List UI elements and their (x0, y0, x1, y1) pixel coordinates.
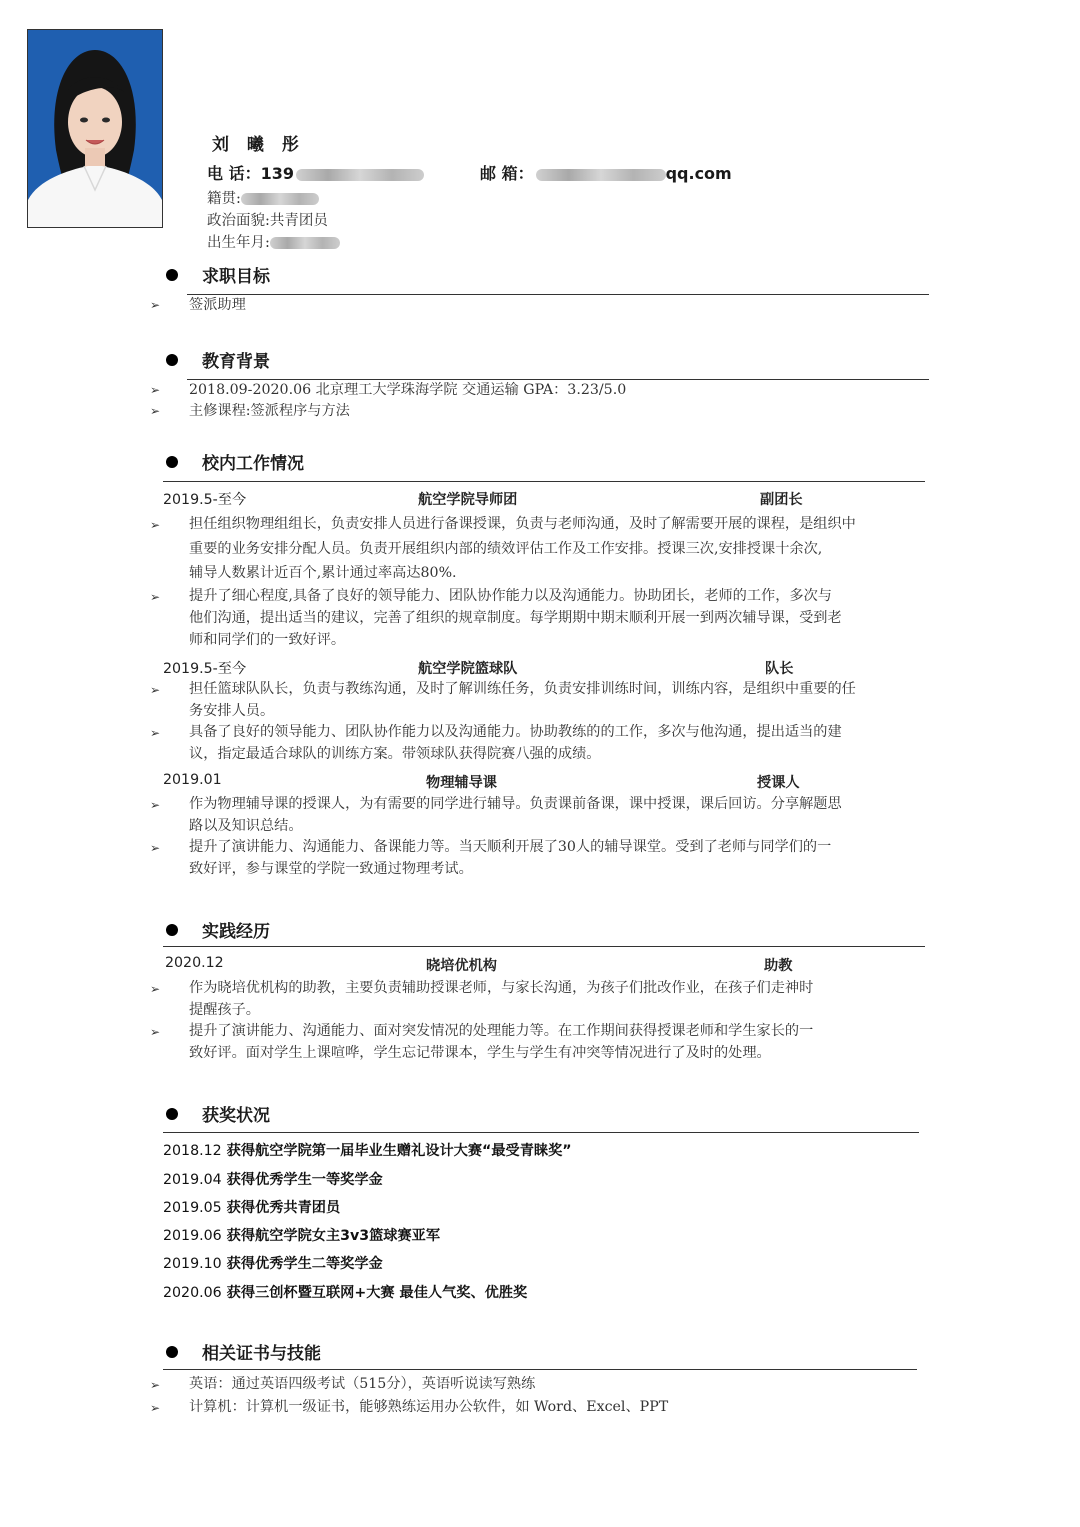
section-divider (163, 481, 925, 482)
award-text: 获得航空学院女主3v3篮球赛亚军 (226, 1228, 441, 1244)
bullet-line: 具备了良好的领导能力、团队协作能力以及沟通能力。协助教练的的工作，多次与他沟通，提出适当的建 (189, 724, 842, 740)
award-date: 2020.06 (163, 1285, 222, 1301)
candidate-name: 刘 曦 彤 (212, 135, 305, 155)
award-text: 获得航空学院第一届毕业生赠礼设计大赛“最受青睐奖” (226, 1143, 572, 1159)
political-status (207, 209, 328, 230)
award-text: 获得优秀学生二等奖学金 (226, 1256, 383, 1272)
arrow-bullet-icon: ➢ (150, 798, 161, 812)
award-item (163, 1282, 527, 1302)
bullet-line: 他们沟通，提出适当的建议，完善了组织的规章制度。每学期期中期末顺利开展一到两次辅导课，受到老 (189, 610, 842, 626)
arrow-bullet-icon: ➢ (150, 404, 161, 418)
education-item: 2018.09-2020.06 北京理工大学珠海学院 交通运输 GPA：3.23/5.0 (189, 382, 627, 398)
section-title-text: 获奖状况 (202, 1106, 270, 1126)
political-value: 共青团员 (269, 213, 328, 229)
native-redacted-blur (241, 193, 319, 205)
award-date: 2019.05 (163, 1200, 222, 1216)
bullet-line: 师和同学们的一致好评。 (189, 632, 346, 648)
section-title-text: 实践经历 (202, 922, 270, 942)
award-text: 获得优秀学生一等奖学金 (226, 1172, 383, 1188)
arrow-bullet-icon: ➢ (150, 1401, 161, 1415)
phone-label: 电 话： (207, 164, 261, 183)
arrow-bullet-icon: ➢ (150, 298, 161, 312)
award-date: 2019.10 (163, 1256, 222, 1272)
entry-role: 队长 (765, 661, 794, 677)
award-date: 2018.12 (163, 1143, 222, 1159)
bullet-line: 担任篮球队队长，负责与教练沟通，及时了解训练任务，负责安排训练时间，训练内容，是组织中重要的任 (189, 681, 856, 697)
award-date: 2019.04 (163, 1172, 222, 1188)
award-text: 获得三创杯暨互联网+大赛 最佳人气奖、优胜奖 (226, 1285, 528, 1301)
section-objective-title (166, 262, 270, 287)
arrow-bullet-icon: ➢ (150, 982, 161, 996)
arrow-bullet-icon: ➢ (150, 841, 161, 855)
award-item (163, 1225, 440, 1245)
section-dot-icon (166, 1108, 178, 1120)
section-dot-icon (166, 354, 178, 366)
section-awards-title (166, 1101, 270, 1126)
award-date: 2019.06 (163, 1228, 222, 1244)
bullet-line: 提升了细心程度,具备了良好的领导能力、团队协作能力以及沟通能力。协助团长，老师的工作，多次与 (189, 588, 832, 604)
phone-prefix: 139 (260, 164, 294, 183)
entry-org: 物理辅导课 (426, 775, 497, 791)
entry-date: 2019.5-至今 (163, 661, 247, 677)
arrow-bullet-icon: ➢ (150, 518, 161, 532)
section-skills-title (166, 1339, 321, 1364)
section-practice-title (166, 917, 270, 942)
bullet-line: 议，指定最适合球队的训练方案。带领球队获得院赛八强的成绩。 (189, 746, 601, 762)
arrow-bullet-icon: ➢ (150, 1378, 161, 1392)
section-dot-icon (166, 924, 178, 936)
bullet-line: 提升了演讲能力、沟通能力、备课能力等。当天顺利开展了30人的辅导课堂。受到了老师与同学们的一 (189, 839, 832, 855)
email-label: 邮 箱： (480, 164, 534, 183)
phone-redacted-blur (296, 169, 424, 181)
bullet-line: 务安排人员。 (189, 703, 275, 719)
entry-date: 2019.01 (163, 772, 222, 788)
section-title-text: 求职目标 (202, 267, 270, 287)
award-item (163, 1169, 383, 1189)
arrow-bullet-icon: ➢ (150, 683, 161, 697)
education-item: 主修课程:签派程序与方法 (189, 403, 350, 419)
bullet-line: 担任组织物理组组长，负责安排人员进行备课授课，负责与老师沟通，及时了解需要开展的课程，是组织中 (189, 516, 856, 532)
skill-item: 计算机：计算机一级证书，能够熟练运用办公软件，如 Word、Excel、PPT (189, 1399, 669, 1415)
entry-org: 晓培优机构 (426, 958, 497, 974)
profile-photo (27, 29, 163, 228)
political-label: 政治面貌: (207, 213, 270, 229)
native-place (207, 187, 319, 208)
arrow-bullet-icon: ➢ (150, 1025, 161, 1039)
award-item (163, 1140, 572, 1160)
award-item (163, 1253, 383, 1273)
email-line (480, 161, 732, 184)
arrow-bullet-icon: ➢ (150, 726, 161, 740)
award-text: 获得优秀共青团员 (226, 1200, 341, 1216)
section-dot-icon (166, 456, 178, 468)
award-item (163, 1197, 340, 1217)
entry-org: 航空学院篮球队 (418, 661, 518, 677)
section-dot-icon (166, 1346, 178, 1358)
section-divider (187, 294, 929, 295)
section-title-text: 相关证书与技能 (202, 1344, 321, 1364)
section-title-text: 校内工作情况 (202, 454, 304, 474)
bullet-line: 致好评，参与课堂的学院一致通过物理考试。 (189, 861, 473, 877)
bullet-line: 作为晓培优机构的助教，主要负责辅助授课老师，与家长沟通，为孩子们批改作业，在孩子们走神时 (189, 980, 814, 996)
phone-line (207, 161, 424, 184)
entry-org: 航空学院导师团 (418, 492, 518, 508)
email-suffix: qq.com (665, 164, 732, 183)
birth-label: 出生年月: (207, 235, 270, 251)
arrow-bullet-icon: ➢ (150, 590, 161, 604)
bullet-line: 提醒孩子。 (189, 1002, 260, 1018)
bullet-line: 重要的业务安排分配人员。负责开展组织内部的绩效评估工作及工作安排。授课三次,安排授课十余次, (189, 541, 823, 557)
entry-role: 授课人 (757, 775, 800, 791)
bullet-line: 辅导人数累计近百个,累计通过率高达80%. (189, 565, 457, 581)
bullet-line: 致好评。面对学生上课喧哗，学生忘记带课本，学生与学生有冲突等情况进行了及时的处理。 (189, 1045, 771, 1061)
section-title-text: 教育背景 (202, 352, 270, 372)
section-dot-icon (166, 269, 178, 281)
native-label: 籍贯: (207, 191, 241, 207)
entry-date: 2020.12 (165, 955, 224, 971)
bullet-line: 作为物理辅导课的授课人，为有需要的同学进行辅导。负责课前备课，课中授课，课后回访。分享解题思 (189, 796, 842, 812)
section-education-title (166, 347, 270, 372)
section-divider (163, 946, 925, 947)
bullet-line: 提升了演讲能力、沟通能力、面对突发情况的处理能力等。在工作期间获得授课老师和学生家长的一 (189, 1023, 814, 1039)
email-redacted-blur (536, 169, 666, 181)
section-divider (163, 1369, 917, 1370)
arrow-bullet-icon: ➢ (150, 383, 161, 397)
skill-item: 英语：通过英语四级考试（515分），英语听说读写熟练 (189, 1376, 536, 1392)
entry-role: 副团长 (760, 492, 803, 508)
section-divider (163, 1132, 919, 1133)
objective-item: 签派助理 (189, 297, 246, 313)
entry-date: 2019.5-至今 (163, 492, 247, 508)
birth-redacted-blur (270, 237, 340, 249)
bullet-line: 路以及知识总结。 (189, 818, 303, 834)
birth-date (207, 231, 340, 252)
entry-role: 助教 (764, 958, 793, 974)
section-campus-title (166, 449, 304, 474)
